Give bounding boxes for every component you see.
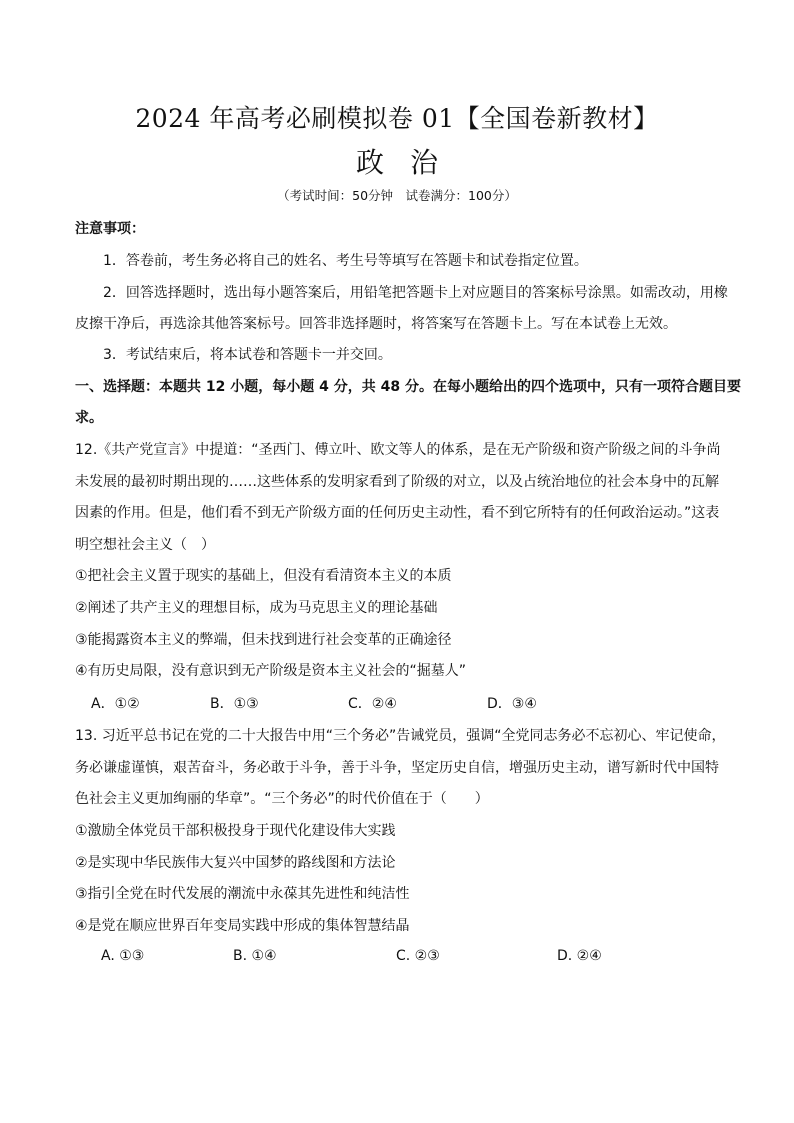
- question-12-option-b: B．①③: [210, 696, 259, 712]
- notice-heading: 注意事项：: [75, 221, 145, 237]
- question-12-statement: ①把社会主义置于现实的基础上，但没有看清资本主义的本质: [75, 568, 452, 584]
- section-heading: 一、选择题：本题共 12 小题，每小题 4 分，共 48 分。在每小题给出的四个选项中，只有一项符合题目要: [75, 379, 741, 395]
- page-title: 2024 年高考必刷模拟卷 01【全国卷新教材】: [135, 104, 659, 133]
- question-12-option-c: C．②④: [348, 696, 397, 712]
- question-13-option-c: C. ②③: [396, 948, 440, 964]
- notice-item: 3．考试结束后，将本试卷和答题卡一并交回。: [103, 347, 392, 363]
- question-13-stem: 13. 习近平总书记在党的二十大报告中用“三个务必”告诫党员，强调“全党同志务必不忘初心、牢记使命，: [75, 728, 726, 744]
- question-13-option-b: B. ①④: [233, 948, 277, 964]
- question-13-option-d: D. ②④: [557, 948, 602, 964]
- notice-item: 皮擦干净后，再选涂其他答案标号。回答非选择题时，将答案写在答题卡上。写在本试卷上无效。: [75, 316, 677, 332]
- question-12-stem: 明空想社会主义（ ）: [75, 537, 215, 553]
- section-heading-cont: 求。: [75, 410, 103, 426]
- question-12-statement: ④有历史局限，没有意识到无产阶级是资本主义社会的“掘墓人”: [75, 663, 467, 679]
- question-12-option-d: D．③④: [487, 696, 537, 712]
- question-13-statement: ④是党在顺应世界百年变局实践中形成的集体智慧结晶: [75, 918, 410, 934]
- question-12-stem: 因素的作用。但是，他们看不到无产阶级方面的任何历史主动性，看不到它所特有的任何政治运动。”这表: [75, 505, 720, 521]
- question-13-statement: ③指引全党在时代发展的潮流中永葆其先进性和纯洁性: [75, 886, 410, 902]
- question-12-stem: 未发展的最初时期出现的……这些体系的发明家看到了阶级的对立，以及占统治地位的社会本身中的瓦解: [75, 474, 719, 490]
- question-13-stem: 务必谦虚谨慎，艰苦奋斗，务必敢于斗争，善于斗争，坚定历史自信，增强历史主动，谱写新时代中国特: [75, 760, 719, 776]
- exam-time-info: （考试时间：50分钟 试卷满分：100分）: [277, 188, 517, 203]
- question-12-stem: 12.《共产党宣言》中提道：“圣西门、傅立叶、欧文等人的体系，是在无产阶级和资产阶级之间的斗争尚: [75, 442, 721, 458]
- question-12-statement: ③能揭露资本主义的弊端，但未找到进行社会变革的正确途径: [75, 632, 452, 648]
- notice-item: 2．回答选择题时，选出每小题答案后，用铅笔把答题卡上对应题目的答案标号涂黑。如需改动，用橡: [103, 285, 728, 301]
- question-12-statement: ②阐述了共产主义的理想目标，成为马克思主义的理论基础: [75, 600, 438, 616]
- question-13-stem: 色社会主义更加绚丽的华章”。“三个务必”的时代价值在于（ ）: [75, 791, 489, 807]
- question-13-statement: ②是实现中华民族伟大复兴中国梦的路线图和方法论: [75, 855, 396, 871]
- question-13-option-a: A. ①③: [101, 948, 145, 964]
- question-12-option-a: A．①②: [91, 696, 140, 712]
- question-13-statement: ①激励全体党员干部积极投身于现代化建设伟大实践: [75, 823, 396, 839]
- subject-title: 政治: [355, 146, 464, 179]
- notice-item: 1．答卷前，考生务必将自己的姓名、考生号等填写在答题卡和试卷指定位置。: [103, 253, 588, 269]
